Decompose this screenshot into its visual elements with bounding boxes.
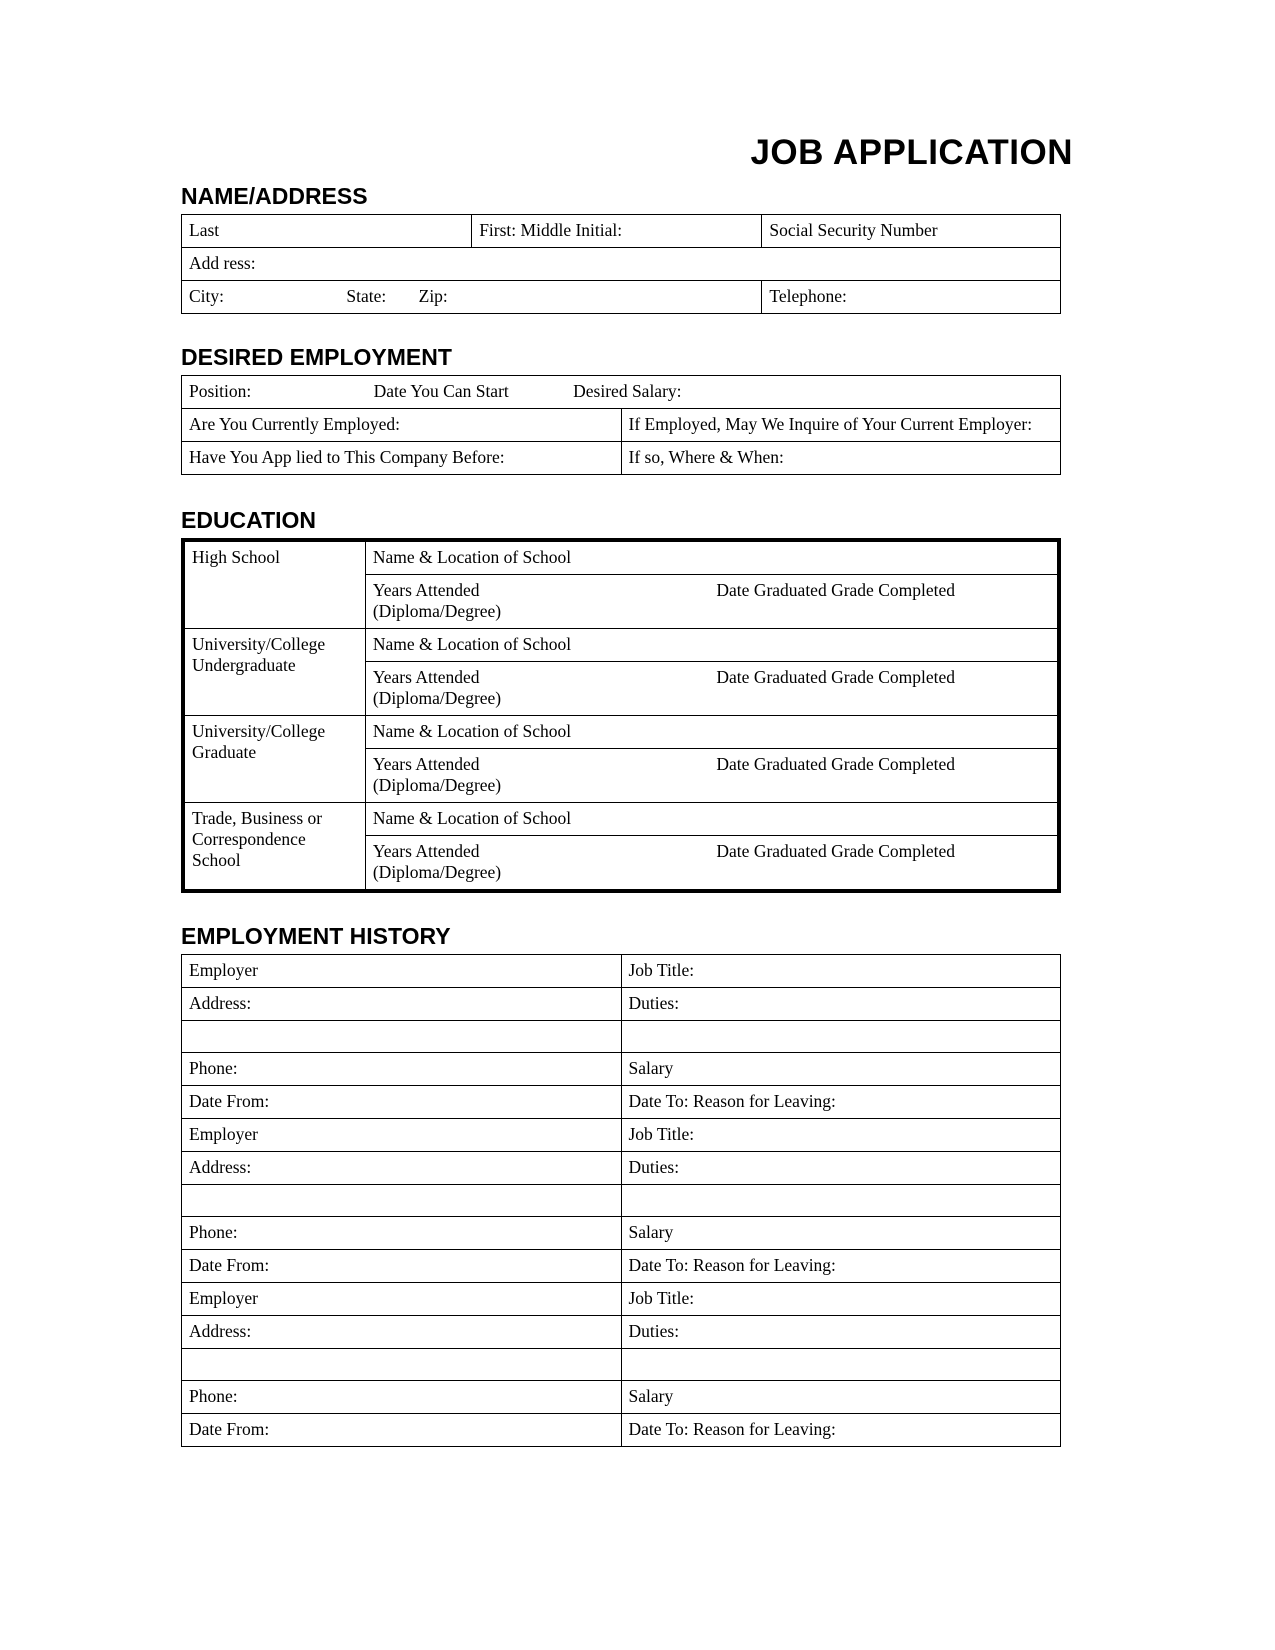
diploma-degree-label-0: (Diploma/Degree) <box>372 601 502 621</box>
employment-1-field-right-3[interactable]: Salary <box>621 1217 1061 1250</box>
employment-2-field-right-2[interactable] <box>621 1349 1061 1381</box>
employment-2-field-right-1[interactable]: Duties: <box>621 1316 1061 1349</box>
table-row <box>182 1152 1061 1185</box>
diploma-degree-label-1: (Diploma/Degree) <box>372 688 502 708</box>
employment-2-field-left-0[interactable]: Employer <box>182 1283 622 1316</box>
employment-1-field-right-1[interactable]: Duties: <box>621 1152 1061 1185</box>
section-heading-name-address: NAME/ADDRESS <box>181 183 368 209</box>
table-row <box>182 1217 1061 1250</box>
years-attended-label-3: Years Attended <box>372 841 480 861</box>
field-position-label: Position: <box>189 381 252 401</box>
employment-2-field-right-4[interactable]: Date To: Reason for Leaving: <box>621 1414 1061 1447</box>
employment-0-field-right-3[interactable]: Salary <box>621 1053 1061 1086</box>
table-education-wrapper <box>181 538 1061 893</box>
field-years-attended-1[interactable] <box>365 662 1057 716</box>
employment-1-field-right-2[interactable] <box>621 1185 1061 1217</box>
table-row <box>182 409 1061 442</box>
years-attended-label-0: Years Attended <box>372 580 480 600</box>
table-row <box>185 716 1058 749</box>
table-row <box>182 376 1061 409</box>
table-education <box>184 541 1058 890</box>
table-row <box>182 281 1061 314</box>
table-row <box>182 442 1061 475</box>
table-row <box>182 1021 1061 1053</box>
education-level-undergraduate: University/College Undergraduate <box>185 629 366 716</box>
employment-0-field-right-1[interactable]: Duties: <box>621 988 1061 1021</box>
section-heading-desired-employment: DESIRED EMPLOYMENT <box>181 344 452 370</box>
date-graduated-label-1: Date Graduated Grade Completed <box>716 667 955 687</box>
field-desired-salary-label: Desired Salary: <box>573 381 682 401</box>
field-school-name-location-3[interactable]: Name & Location of School <box>365 803 1057 836</box>
field-city-state-zip[interactable] <box>182 281 762 314</box>
table-row <box>182 1053 1061 1086</box>
field-first-middle[interactable]: First: Middle Initial: <box>472 215 762 248</box>
employment-2-field-left-4[interactable]: Date From: <box>182 1414 622 1447</box>
field-school-name-location-1[interactable]: Name & Location of School <box>365 629 1057 662</box>
employment-0-field-left-1[interactable]: Address: <box>182 988 622 1021</box>
field-telephone[interactable]: Telephone: <box>762 281 1061 314</box>
diploma-degree-label-3: (Diploma/Degree) <box>372 862 502 882</box>
field-city-label: City: <box>189 286 225 306</box>
employment-1-field-left-2[interactable] <box>182 1185 622 1217</box>
field-inquire-employer[interactable]: If Employed, May We Inquire of Your Current Employer: <box>621 409 1061 442</box>
field-currently-employed[interactable]: Are You Currently Employed: <box>182 409 622 442</box>
employment-0-field-right-4[interactable]: Date To: Reason for Leaving: <box>621 1086 1061 1119</box>
field-position-start-salary[interactable] <box>182 376 1061 409</box>
field-years-attended-2[interactable] <box>365 749 1057 803</box>
table-row <box>182 1414 1061 1447</box>
table-row <box>185 629 1058 662</box>
field-start-date-label: Date You Can Start <box>373 381 509 401</box>
field-years-attended-0[interactable] <box>365 575 1057 629</box>
form-content <box>181 183 1061 1447</box>
field-state-label: State: <box>346 286 387 306</box>
field-address[interactable]: Add ress: <box>182 248 1061 281</box>
employment-1-field-left-4[interactable]: Date From: <box>182 1250 622 1283</box>
table-row <box>182 1086 1061 1119</box>
field-zip-label: Zip: <box>418 286 448 306</box>
field-last[interactable]: Last <box>182 215 472 248</box>
table-row <box>182 1283 1061 1316</box>
field-applied-before[interactable]: Have You App lied to This Company Before: <box>182 442 622 475</box>
years-attended-label-1: Years Attended <box>372 667 480 687</box>
education-level-graduate: University/College Graduate <box>185 716 366 803</box>
employment-0-field-right-2[interactable] <box>621 1021 1061 1053</box>
table-row <box>182 215 1061 248</box>
field-ssn[interactable]: Social Security Number <box>762 215 1061 248</box>
page-title: JOB APPLICATION <box>750 133 1073 172</box>
field-years-attended-3[interactable] <box>365 836 1057 890</box>
education-level-trade: Trade, Business or Correspondence School <box>185 803 366 890</box>
table-desired-employment <box>181 375 1061 475</box>
employment-2-field-left-1[interactable]: Address: <box>182 1316 622 1349</box>
employment-0-field-left-3[interactable]: Phone: <box>182 1053 622 1086</box>
date-graduated-label-3: Date Graduated Grade Completed <box>716 841 955 861</box>
date-graduated-label-2: Date Graduated Grade Completed <box>716 754 955 774</box>
diploma-degree-label-2: (Diploma/Degree) <box>372 775 502 795</box>
table-row <box>182 1250 1061 1283</box>
table-row <box>182 1119 1061 1152</box>
employment-1-field-left-3[interactable]: Phone: <box>182 1217 622 1250</box>
employment-0-field-left-4[interactable]: Date From: <box>182 1086 622 1119</box>
section-heading-employment-history: EMPLOYMENT HISTORY <box>181 923 451 949</box>
employment-0-field-right-0[interactable]: Job Title: <box>621 955 1061 988</box>
employment-2-field-right-3[interactable]: Salary <box>621 1381 1061 1414</box>
table-row <box>185 803 1058 836</box>
employment-1-field-left-1[interactable]: Address: <box>182 1152 622 1185</box>
table-row <box>182 1381 1061 1414</box>
table-row <box>182 1185 1061 1217</box>
table-row <box>185 542 1058 575</box>
employment-2-field-left-2[interactable] <box>182 1349 622 1381</box>
field-where-when[interactable]: If so, Where & When: <box>621 442 1061 475</box>
field-school-name-location-0[interactable]: Name & Location of School <box>365 542 1057 575</box>
employment-1-field-left-0[interactable]: Employer <box>182 1119 622 1152</box>
employment-0-field-left-0[interactable]: Employer <box>182 955 622 988</box>
employment-1-field-right-4[interactable]: Date To: Reason for Leaving: <box>621 1250 1061 1283</box>
table-row <box>182 988 1061 1021</box>
employment-0-field-left-2[interactable] <box>182 1021 622 1053</box>
section-heading-education: EDUCATION <box>181 507 317 533</box>
table-row <box>182 955 1061 988</box>
date-graduated-label-0: Date Graduated Grade Completed <box>716 580 955 600</box>
table-name-address <box>181 214 1061 314</box>
table-row <box>182 248 1061 281</box>
employment-2-field-right-0[interactable]: Job Title: <box>621 1283 1061 1316</box>
employment-1-field-right-0[interactable]: Job Title: <box>621 1119 1061 1152</box>
education-level-high-school: High School <box>185 542 366 629</box>
years-attended-label-2: Years Attended <box>372 754 480 774</box>
employment-2-field-left-3[interactable]: Phone: <box>182 1381 622 1414</box>
table-row <box>182 1316 1061 1349</box>
table-employment-history <box>181 954 1061 1447</box>
field-school-name-location-2[interactable]: Name & Location of School <box>365 716 1057 749</box>
table-row <box>182 1349 1061 1381</box>
